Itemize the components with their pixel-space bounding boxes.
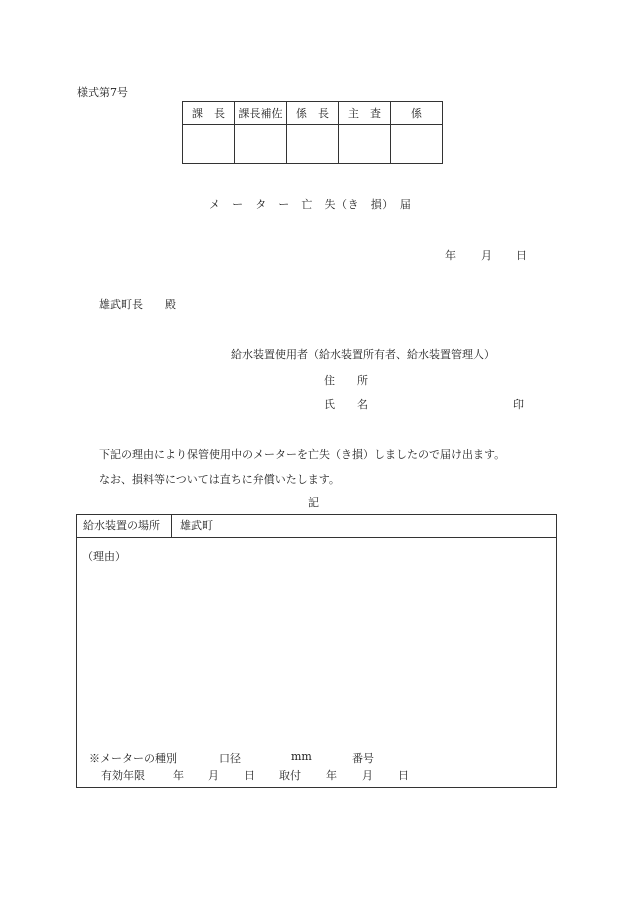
seal-label: 印	[513, 398, 524, 411]
approval-stamp-cell[interactable]	[183, 125, 235, 164]
meter-number-label: 番号	[352, 752, 374, 765]
date-day-label: 日	[516, 249, 527, 262]
ki-label: 記	[308, 496, 319, 509]
install-day-label: 日	[398, 769, 409, 782]
approval-stamp-cell[interactable]	[391, 125, 443, 164]
place-value[interactable]: 雄武町	[180, 519, 213, 532]
approval-header-staff: 係	[391, 102, 443, 125]
address-label: 住 所	[324, 374, 368, 387]
approval-header-inspector: 主 査	[339, 102, 391, 125]
place-label: 給水装置の場所	[77, 515, 172, 537]
install-label: 取付	[279, 769, 301, 782]
reason-label: （理由）	[82, 550, 126, 563]
body-text-line-1: 下記の理由により保管使用中のメーターを亡失（き損）しましたので届け出ます。	[99, 448, 506, 461]
expiry-label: 有効年限	[101, 769, 145, 782]
meter-type-label: ※メーターの種別	[89, 752, 177, 765]
date-month-label: 月	[481, 249, 492, 262]
approval-header-section-chief: 課 長	[183, 102, 235, 125]
applicant-heading: 給水装置使用者（給水装置所有者、給水装置管理人）	[231, 348, 495, 361]
place-row	[77, 515, 556, 538]
expiry-year-label: 年	[173, 769, 184, 782]
name-label: 氏 名	[324, 398, 368, 411]
approval-header-deputy-chief: 課長補佐	[235, 102, 287, 125]
addressee: 雄武町長 殿	[99, 298, 176, 311]
install-month-label: 月	[362, 769, 373, 782]
document-title: メ ー タ ー 亡 失（き 損） 届	[209, 198, 412, 211]
mm-unit-label: mm	[291, 750, 312, 763]
expiry-month-label: 月	[208, 769, 219, 782]
approval-stamp-cell[interactable]	[287, 125, 339, 164]
caliber-label: 口径	[219, 752, 241, 765]
expiry-day-label: 日	[244, 769, 255, 782]
date-year-label: 年	[445, 249, 456, 262]
approval-stamp-cell[interactable]	[339, 125, 391, 164]
approval-stamp-table	[182, 101, 443, 164]
install-year-label: 年	[326, 769, 337, 782]
details-form-box	[76, 514, 557, 788]
approval-stamp-cell[interactable]	[235, 125, 287, 164]
approval-header-unit-chief: 係 長	[287, 102, 339, 125]
body-text-line-2: なお、損料等については直ちに弁償いたします。	[99, 473, 340, 486]
form-number: 様式第7号	[77, 86, 128, 99]
